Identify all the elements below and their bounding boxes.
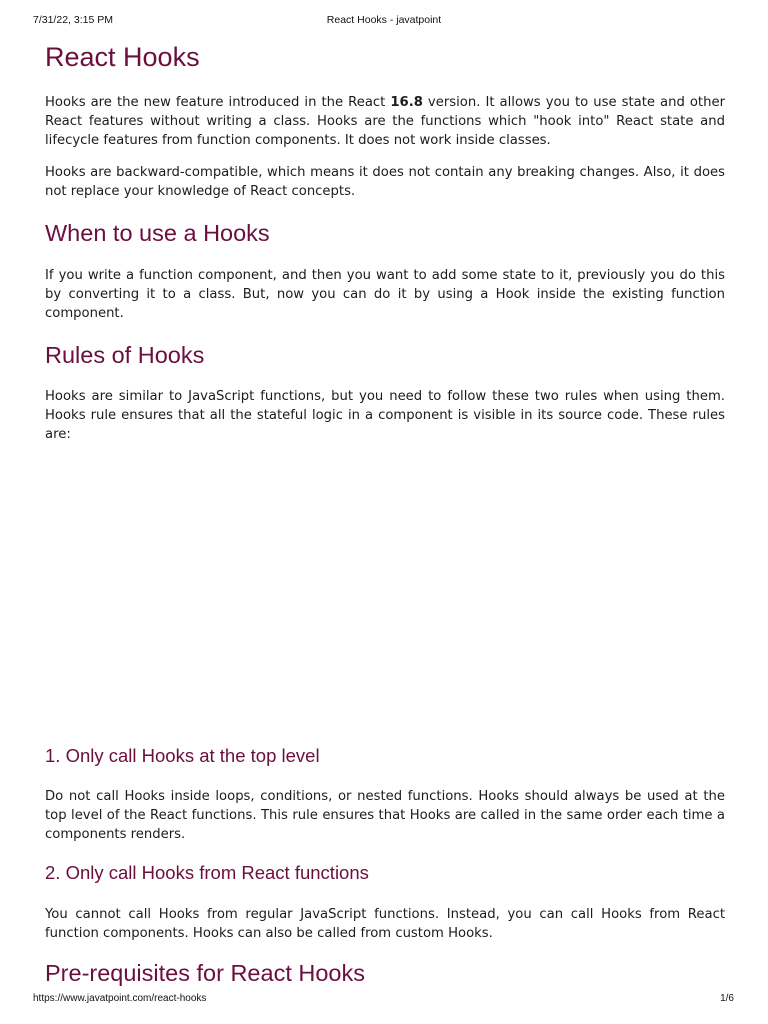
rules-paragraph: Hooks are similar to JavaScript functions, but you need to follow these two rules when using them. Hooks rule ensures that all the stateful logic in a component is visible in its source code. These rules are: <box>45 389 725 443</box>
blank-image-area <box>45 450 725 720</box>
print-header <box>0 14 768 30</box>
page-title: React Hooks <box>45 42 200 72</box>
print-datetime: 7/31/22, 3:15 PM <box>33 14 113 26</box>
rule-1-paragraph: Do not call Hooks inside loops, conditions, or nested functions. Hooks should always be used at the top level of the React functions. This rule ensures that Hooks are called in the same order each time a components renders. <box>45 789 725 843</box>
heading-rule-1: 1. Only call Hooks at the top level <box>45 745 320 766</box>
page-number: 1/6 <box>720 993 734 1004</box>
when-paragraph: If you write a function component, and then you want to add some state to it, previously you do this by converting it to a class. But, now you can do it by using a Hook inside the existing function component. <box>45 268 725 322</box>
rule-2-paragraph: You cannot call Hooks from regular JavaScript functions. Instead, you can call Hooks from React function components. Hooks can also be called from custom Hooks. <box>45 907 725 942</box>
print-url[interactable]: https://www.javatpoint.com/react-hooks <box>33 993 207 1004</box>
print-page-title: React Hooks - javatpoint <box>326 14 442 26</box>
heading-when-to-use: When to use a Hooks <box>45 220 270 246</box>
intro-p1-post: version. It allows you to use state and other React features without writing a class. Hooks are the functions which "hook into" React state and lifecycle features from function components. It does not work inside classes. <box>45 95 725 149</box>
intro-p1-pre: Hooks are the new feature introduced in the React <box>45 95 391 110</box>
heading-rule-2: 2. Only call Hooks from React functions <box>45 862 369 883</box>
react-version: 16.8 <box>390 95 423 110</box>
intro-paragraph-1 <box>45 93 725 151</box>
intro-paragraph-2: Hooks are backward-compatible, which means it does not contain any breaking changes. Also, it does not replace your knowledge of React concepts. <box>45 165 725 200</box>
print-footer <box>0 993 768 1009</box>
heading-rules-of-hooks: Rules of Hooks <box>45 342 205 368</box>
heading-prerequisites: Pre-requisites for React Hooks <box>45 960 365 986</box>
